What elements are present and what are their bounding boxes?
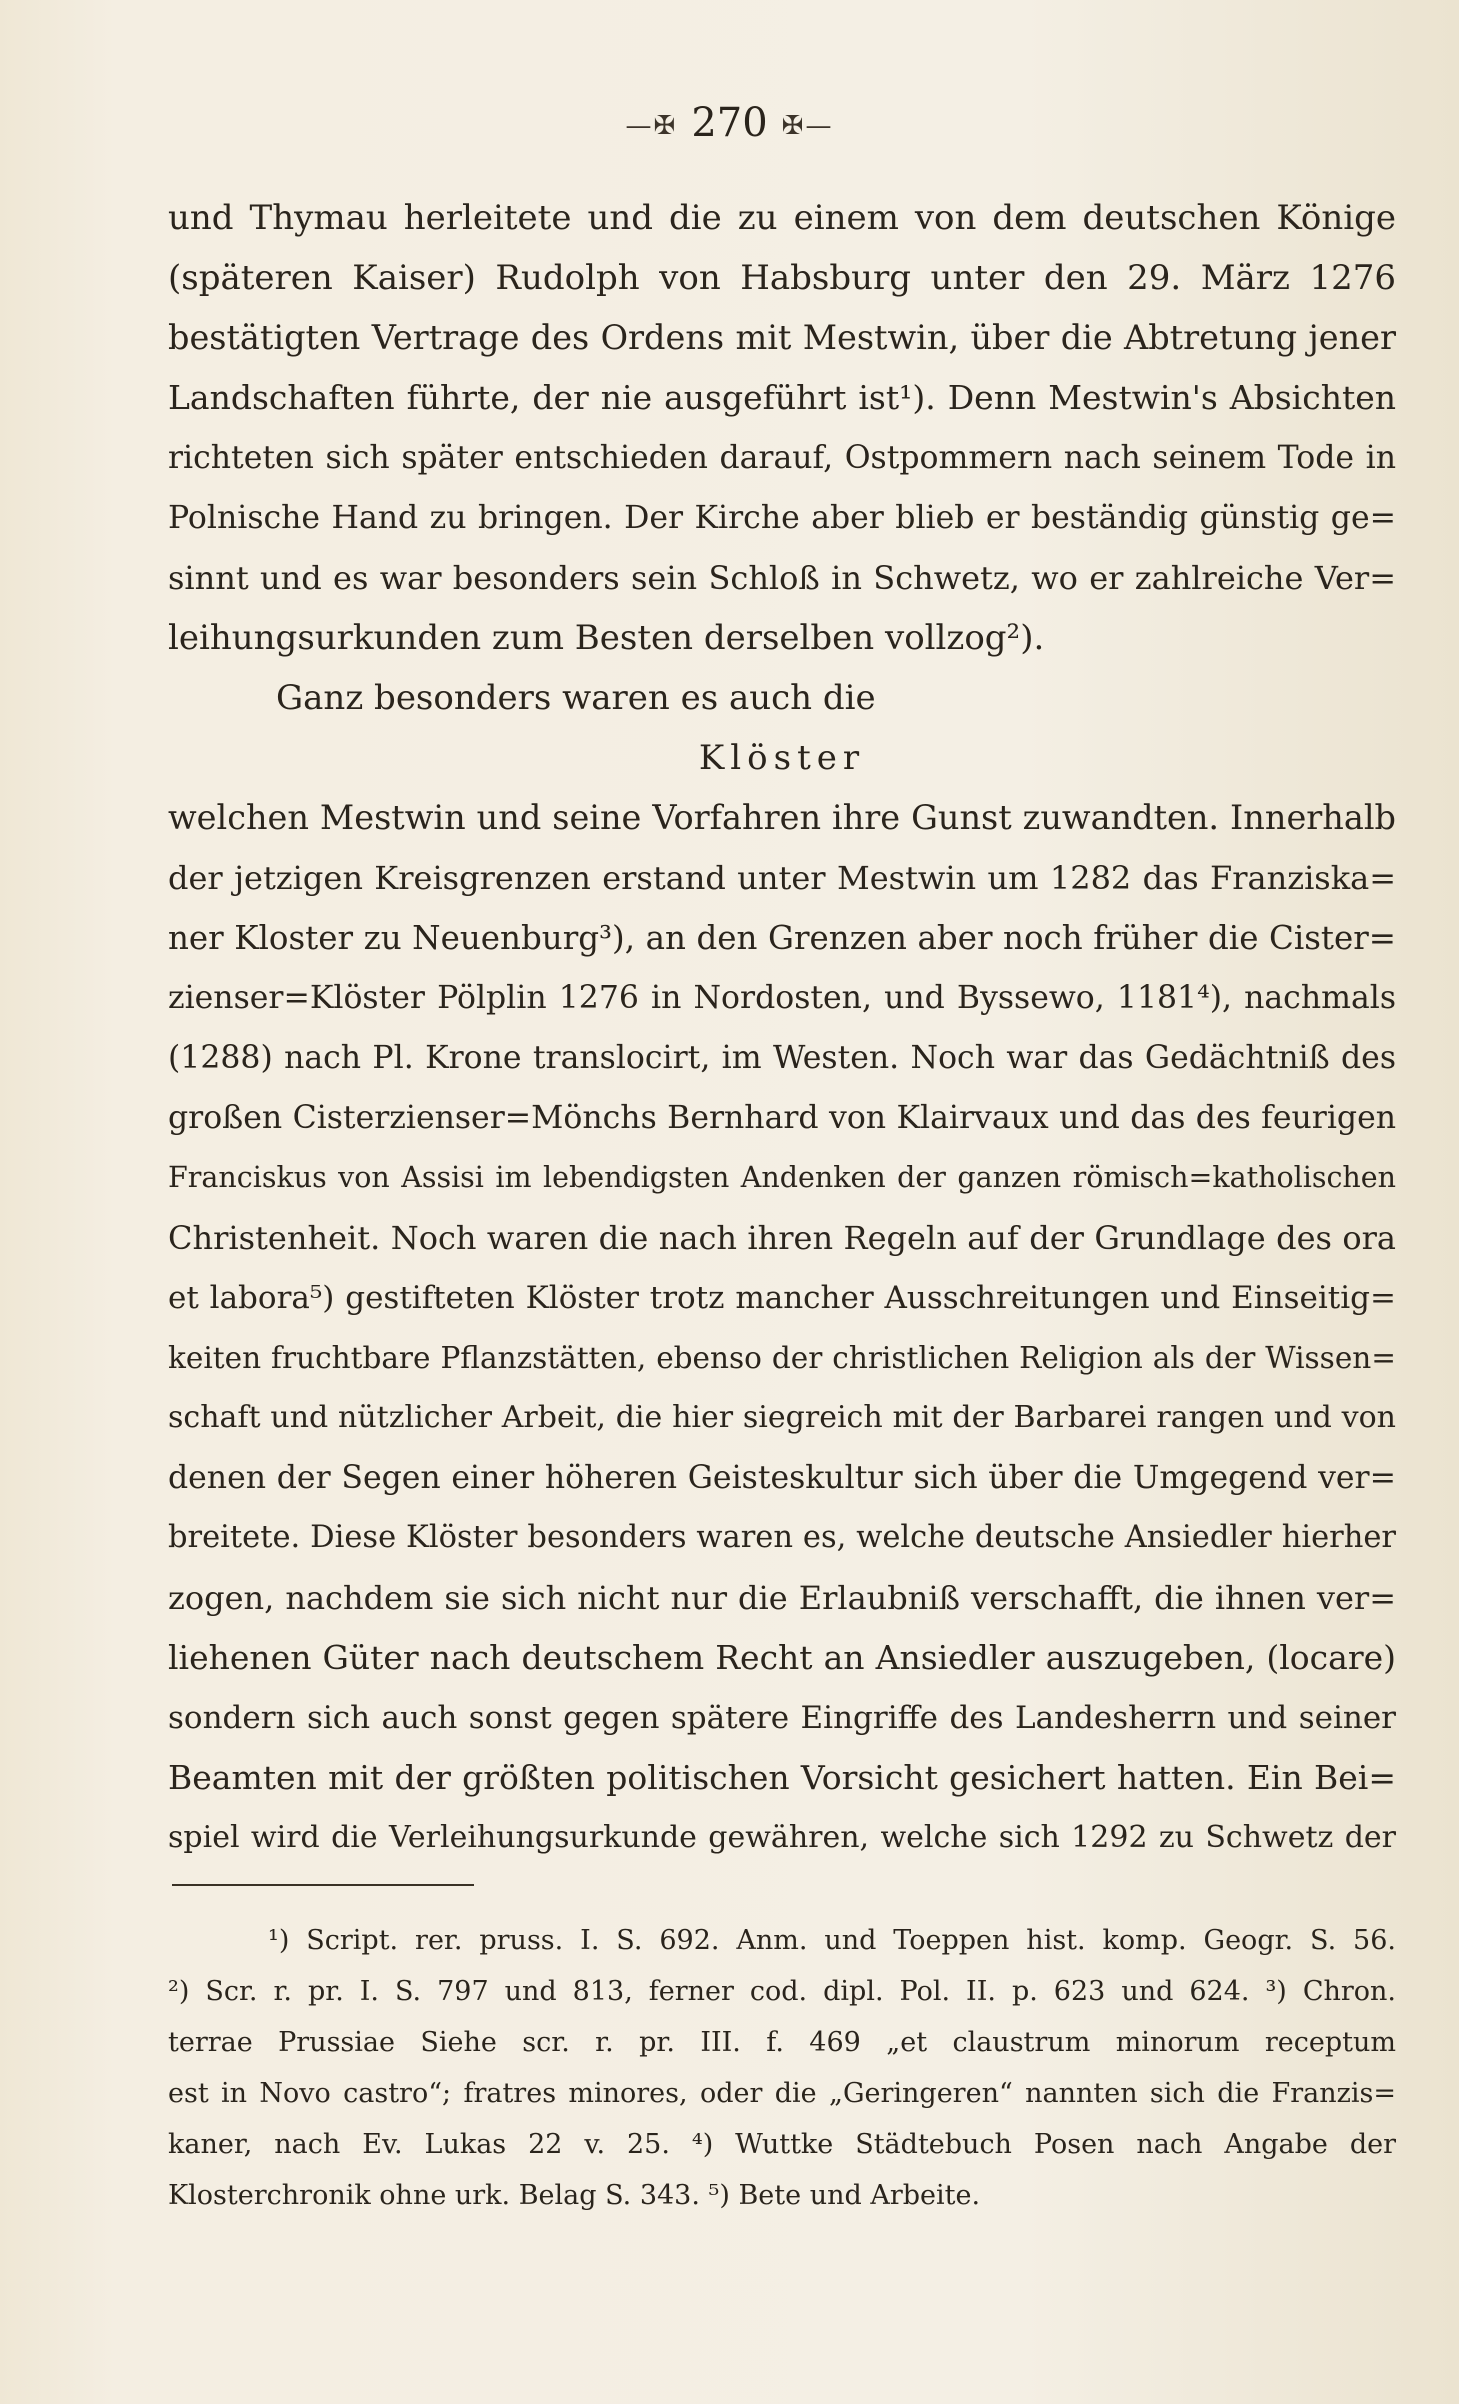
footnote-line: est in Novo castro“; fratres minores, oder die „Geringeren“ nannten sich die Franzis= — [168, 2078, 1396, 2109]
text-line: Polnische Hand zu bringen. Der Kirche aber blieb er beständig günstig ge= — [168, 500, 1396, 536]
text-line: (1288) nach Pl. Krone translocirt, im Westen. Noch war das Gedächtniß des — [168, 1040, 1396, 1076]
footnotes — [168, 1915, 1396, 2221]
text-line: großen Cisterzienser=Mönchs Bernhard von Klairvaux und das des feurigen — [168, 1100, 1396, 1136]
text-line: schaft und nützlicher Arbeit, die hier siegreich mit der Barbarei rangen und von — [168, 1400, 1396, 1435]
footnote-line: terrae Prussiae Siehe scr. r. pr. III. f. 469 „et claustrum minorum receptum — [168, 2027, 1396, 2058]
footnote-line: kaner, nach Ev. Lukas 22 v. 25. ⁴) Wuttke Städtebuch Posen nach Angabe der — [168, 2129, 1396, 2160]
header-ornament-right: ✠— — [781, 111, 834, 141]
text-line: der jetzigen Kreisgrenzen erstand unter Mestwin um 1282 das Franziska= — [168, 859, 1396, 897]
text-line: denen der Segen einer höheren Geisteskultur sich über die Umgegend ver= — [168, 1460, 1396, 1496]
text-line: liehenen Güter nach deutschem Recht an Ansiedler auszugeben, (locare) — [168, 1638, 1396, 1677]
text-line: und Thymau herleitete und die zu einem von dem deutschen Könige — [168, 198, 1396, 238]
text-line: ner Kloster zu Neuenburg³), an den Grenzen aber noch früher die Cister= — [168, 919, 1396, 957]
footnote-line: Klosterchronik ohne urk. Belag S. 343. ⁵) Bete und Arbeite. — [168, 2180, 981, 2211]
main-text — [168, 188, 1396, 1868]
text-line: zogen, nachdem sie sich nicht nur die Erlaubniß verschafft, die ihnen ver= — [168, 1579, 1396, 1617]
text-line: (späteren Kaiser) Rudolph von Habsburg unter den 29. März 1276 — [168, 258, 1396, 298]
text-line: richteten sich später entschieden darauf, Ostpommern nach seinem Tode in — [168, 440, 1396, 476]
header-ornament-left: —✠ — [625, 111, 678, 141]
text-line: Beamten mit der größten politischen Vorsicht gesichert hatten. Ein Bei= — [168, 1758, 1396, 1797]
text-line: Christenheit. Noch waren die nach ihren Regeln auf der Grundlage des ora — [168, 1219, 1396, 1257]
text-line: sinnt und es war besonders sein Schloß in Schwetz, wo er zahlreiche Ver= — [168, 559, 1396, 597]
footnote-divider — [172, 1884, 474, 1886]
text-line: keiten fruchtbare Pflanzstätten, ebenso der christlichen Religion als der Wissen= — [168, 1341, 1396, 1375]
text-line: bestätigten Vertrage des Ordens mit Mestwin, über die Abtretung jener — [168, 318, 1396, 357]
section-heading: Klöster — [698, 738, 866, 778]
footnote-line: ¹) Script. rer. pruss. I. S. 692. Anm. und Toeppen hist. komp. Geogr. S. 56. — [268, 1925, 1396, 1956]
page-header — [0, 98, 1459, 151]
text-line: et labora⁵) gestifteten Klöster trotz mancher Ausschreitungen und Einseitig= — [168, 1280, 1396, 1316]
text-line: zienser=Klöster Pölplin 1276 in Nordosten, und Byssewo, 1181⁴), nachmals — [168, 980, 1396, 1016]
text-line: Franciskus von Assisi im lebendigsten Andenken der ganzen römisch=katholischen — [168, 1161, 1396, 1194]
footnote-line: ²) Scr. r. pr. I. S. 797 und 813, ferner cod. dipl. Pol. II. p. 623 und 624. ³) Chron. — [168, 1976, 1396, 2007]
text-line: breitete. Diese Klöster besonders waren es, welche deutsche Ansiedler hierher — [168, 1520, 1396, 1555]
text-line: spiel wird die Verleihungsurkunde gewähren, welche sich 1292 zu Schwetz der — [168, 1820, 1396, 1855]
text-line: welchen Mestwin und seine Vorfahren ihre Gunst zuwandten. Innerhalb — [168, 798, 1396, 837]
text-line: Ganz besonders waren es auch die — [276, 678, 876, 718]
text-line: Landschaften führte, der nie ausgeführt ist¹). Denn Mestwin's Absichten — [168, 378, 1396, 417]
page-number: 270 — [691, 100, 768, 146]
text-line: sondern sich auch sonst gegen spätere Eingriffe des Landesherrn und seiner — [168, 1700, 1396, 1736]
text-line: leihungsurkunden zum Besten derselben vollzog²). — [168, 618, 1045, 658]
